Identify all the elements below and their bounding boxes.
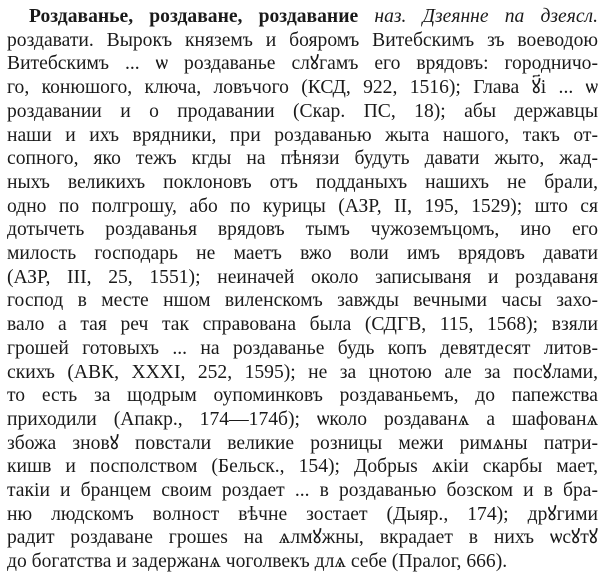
entry-line: роздавании и о продавании (Скар. ПС, 18); абы державцы	[7, 100, 598, 122]
entry-line: Витебскимъ ... ѡ роздаванье слꙋгамъ его врядовъ: городничо-	[7, 53, 598, 75]
entry-line: роздавати. Вырокъ княземъ и бояромъ Витебскимъ зъ воеводою	[7, 29, 598, 51]
entry-grammar-note: наз. Дзеянне па дзеясл.	[374, 6, 598, 27]
entry-line: (АЗР, III, 25, 1551); неиначей около записываня и роздаваня	[7, 266, 598, 288]
entry-line: сопного, яко тежъ кгды на пѣнязи будуть давати жыто, жад-	[7, 148, 598, 170]
entry-line: збожа зновꙋ повстали великие розницы межи римѧны патри-	[7, 432, 598, 454]
entry-line: то есть за щодрым оупоминковъ роздаваньемъ, до папежства	[7, 385, 598, 407]
entry-line: ныхъ великихъ поклоновъ отъ подданыхъ нашихъ не брали,	[7, 171, 598, 193]
entry-line: приходили (Апакр., 174—174б); ѡколо роздаванѧ а шафованѧ	[7, 408, 598, 430]
entry-line: одно по полгрошу, або по курицы (АЗР, II, 195, 1529); што ся	[7, 195, 598, 217]
entry-line: ню людскомъ волност вѣчне зостает (Дыяр., 174); дрꙋгими	[7, 503, 598, 525]
entry-line: такіи и бранцем своим роздает ... в роздаванью бозском и в бра-	[7, 480, 598, 502]
entry-line: кишв и посполством (Бельск., 154); Добрыѕ ѧкіи скарбы мает,	[7, 456, 598, 478]
entry-line: наши и ихъ врядники, при роздаванью жыта нашого, такъ от-	[7, 124, 598, 146]
entry-line: господ в месте ншом виленскомъ завжды вечными часы захо-	[7, 290, 598, 312]
dictionary-entry	[7, 5, 598, 574]
entry-line: вало а тая реч так справована была (СДГВ, 115, 1568); взяли	[7, 314, 598, 336]
entry-line: милость господарь не маетъ вжо воли имъ врядовъ давати	[7, 243, 598, 265]
entry-line: го, конюшого, ключа, ловъчого (КСД, 922, 1516); Глава ꙋ҃і ... ѡ	[7, 77, 598, 99]
entry-line: дотычеть роздаванья врядовъ тымъ чужоземъцомъ, ино его	[7, 219, 598, 241]
entry-headword: Роздаванье, роздаване, роздавание	[29, 6, 359, 27]
entry-line-1	[7, 5, 598, 29]
entry-line: скихъ (АВК, XXXI, 252, 1595); не за цнотою але за посꙋлами,	[7, 361, 598, 383]
entry-line: радит роздаване грошеѕ на ѧлмꙋжны, вкрадает в нихъ ѡсꙋтꙋ	[7, 527, 598, 549]
entry-line: грошей готовыхъ ... на роздаванье будь копъ девятдесят литов-	[7, 337, 598, 359]
entry-line-last: до богатства и задержанѧ чоголвекъ длѧ себе (Пралог, 666).	[7, 551, 508, 573]
